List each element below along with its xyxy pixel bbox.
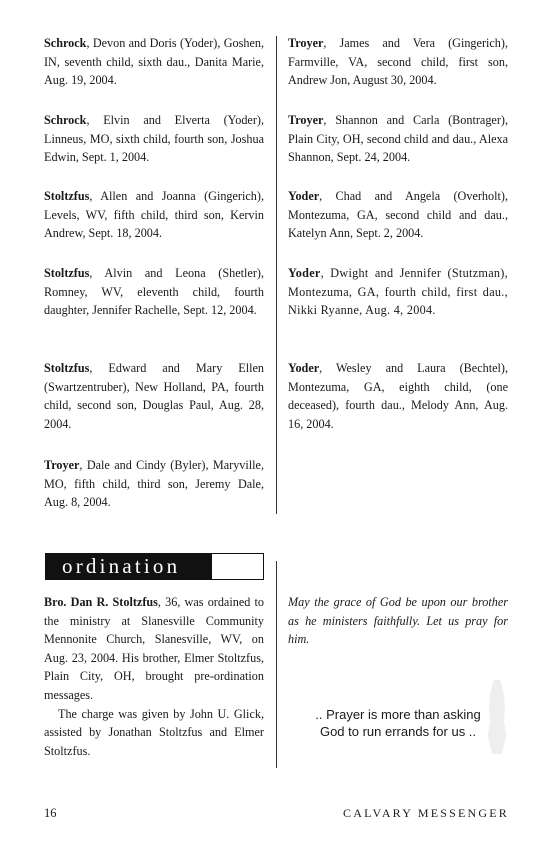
birth-details: , Allen and Joanna (Gingerich), Levels, WV, fifth child, third son, Kervin Andrew, Sept. 18, 2004. — [44, 189, 264, 241]
ordinand-name: Bro. Dan R. Stoltzfus — [44, 595, 158, 609]
birth-entry — [288, 264, 508, 320]
family-name: Troyer — [288, 36, 324, 50]
birth-details: , Wesley and Laura (Bechtel), Montezuma, GA, eighth child, (one deceased), fourth dau., Melody Ann, Aug. 16, 2004. — [288, 361, 508, 431]
ordination-details: , 36, was ordained to the ministry at Slanesville Community Mennonite Church, Slanesville, WV, on Aug. 23, 2004. His brother, Elmer Stoltzfus, Plain City, OH, brought pre-ordination messages. — [44, 595, 264, 702]
birth-details: , Shannon and Carla (Bontrager), Plain City, OH, second child and dau., Alexa Shannon, Sept. 24, 2004. — [288, 113, 508, 165]
quote-line: .. Prayer is more than asking — [315, 707, 481, 722]
ordination-paragraph — [44, 593, 264, 705]
birth-entry — [288, 111, 508, 167]
birth-details: , Elvin and Elverta (Yoder), Linneus, MO, sixth child, fourth son, Joshua Edwin, Sept. 1, 2004. — [44, 113, 264, 165]
birth-details: , Dale and Cindy (Byler), Maryville, MO, fifth child, third son, Jeremy Dale, Aug. 8, 2004. — [44, 458, 264, 510]
blessing-text: May the grace of God be upon our brother as he ministers faithfully. Let us pray for him. — [288, 595, 508, 647]
birth-details: , Dwight and Jennifer (Stutzman), Montezuma, GA, fourth child, first dau., Nikki Ryanne, Aug. 4, 2004. — [288, 266, 508, 318]
birth-entry — [44, 34, 264, 90]
birth-entry — [288, 187, 508, 243]
section-heading: ordination — [46, 554, 212, 579]
birth-entry — [44, 187, 264, 243]
family-name: Troyer — [44, 458, 80, 472]
birth-entry — [44, 359, 264, 433]
birth-entry — [288, 359, 508, 433]
family-name: Stoltzfus — [44, 361, 90, 375]
prayer-quote — [288, 706, 508, 740]
family-name: Stoltzfus — [44, 189, 90, 203]
family-name: Schrock — [44, 36, 87, 50]
birth-entry — [44, 456, 264, 512]
family-name: Yoder — [288, 266, 321, 280]
ordination-paragraph: The charge was given by John U. Glick, assisted by Jonathan Stoltzfus and Elmer Stoltzfus. — [44, 706, 264, 758]
ordination-article — [44, 593, 264, 760]
page-number: 16 — [44, 806, 57, 820]
birth-entry — [288, 34, 508, 90]
family-name: Schrock — [44, 113, 87, 127]
family-name: Yoder — [288, 189, 320, 203]
family-name: Stoltzfus — [44, 266, 90, 280]
column-divider — [276, 561, 277, 768]
birth-entry — [44, 264, 264, 320]
column-divider — [276, 36, 277, 514]
birth-details: , Chad and Angela (Overholt), Montezuma, GA, second child and dau., Katelyn Ann, Sept. 2, 2004. — [288, 189, 508, 241]
birth-details: , James and Vera (Gingerich), Farmville, VA, second child, first son, Andrew Jon, August 30, 2004. — [288, 36, 508, 88]
quote-line: God to run errands for us .. — [319, 724, 477, 739]
birth-details: , Alvin and Leona (Shetler), Romney, WV, eleventh child, fourth daughter, Jennifer Rachelle, Sept. 12, 2004. — [44, 266, 264, 318]
magazine-title: CALVARY MESSENGER — [343, 806, 509, 820]
birth-entry — [44, 111, 264, 167]
birth-details: , Edward and Mary Ellen (Swartzentruber), New Holland, PA, fourth child, second son, Douglas Paul, Aug. 28, 2004. — [44, 361, 264, 431]
ordination-banner — [45, 553, 264, 580]
family-name: Troyer — [288, 113, 324, 127]
birth-details: , Devon and Doris (Yoder), Goshen, IN, seventh child, sixth dau., Danita Marie, Aug. 19, 2004. — [44, 36, 264, 88]
family-name: Yoder — [288, 361, 320, 375]
